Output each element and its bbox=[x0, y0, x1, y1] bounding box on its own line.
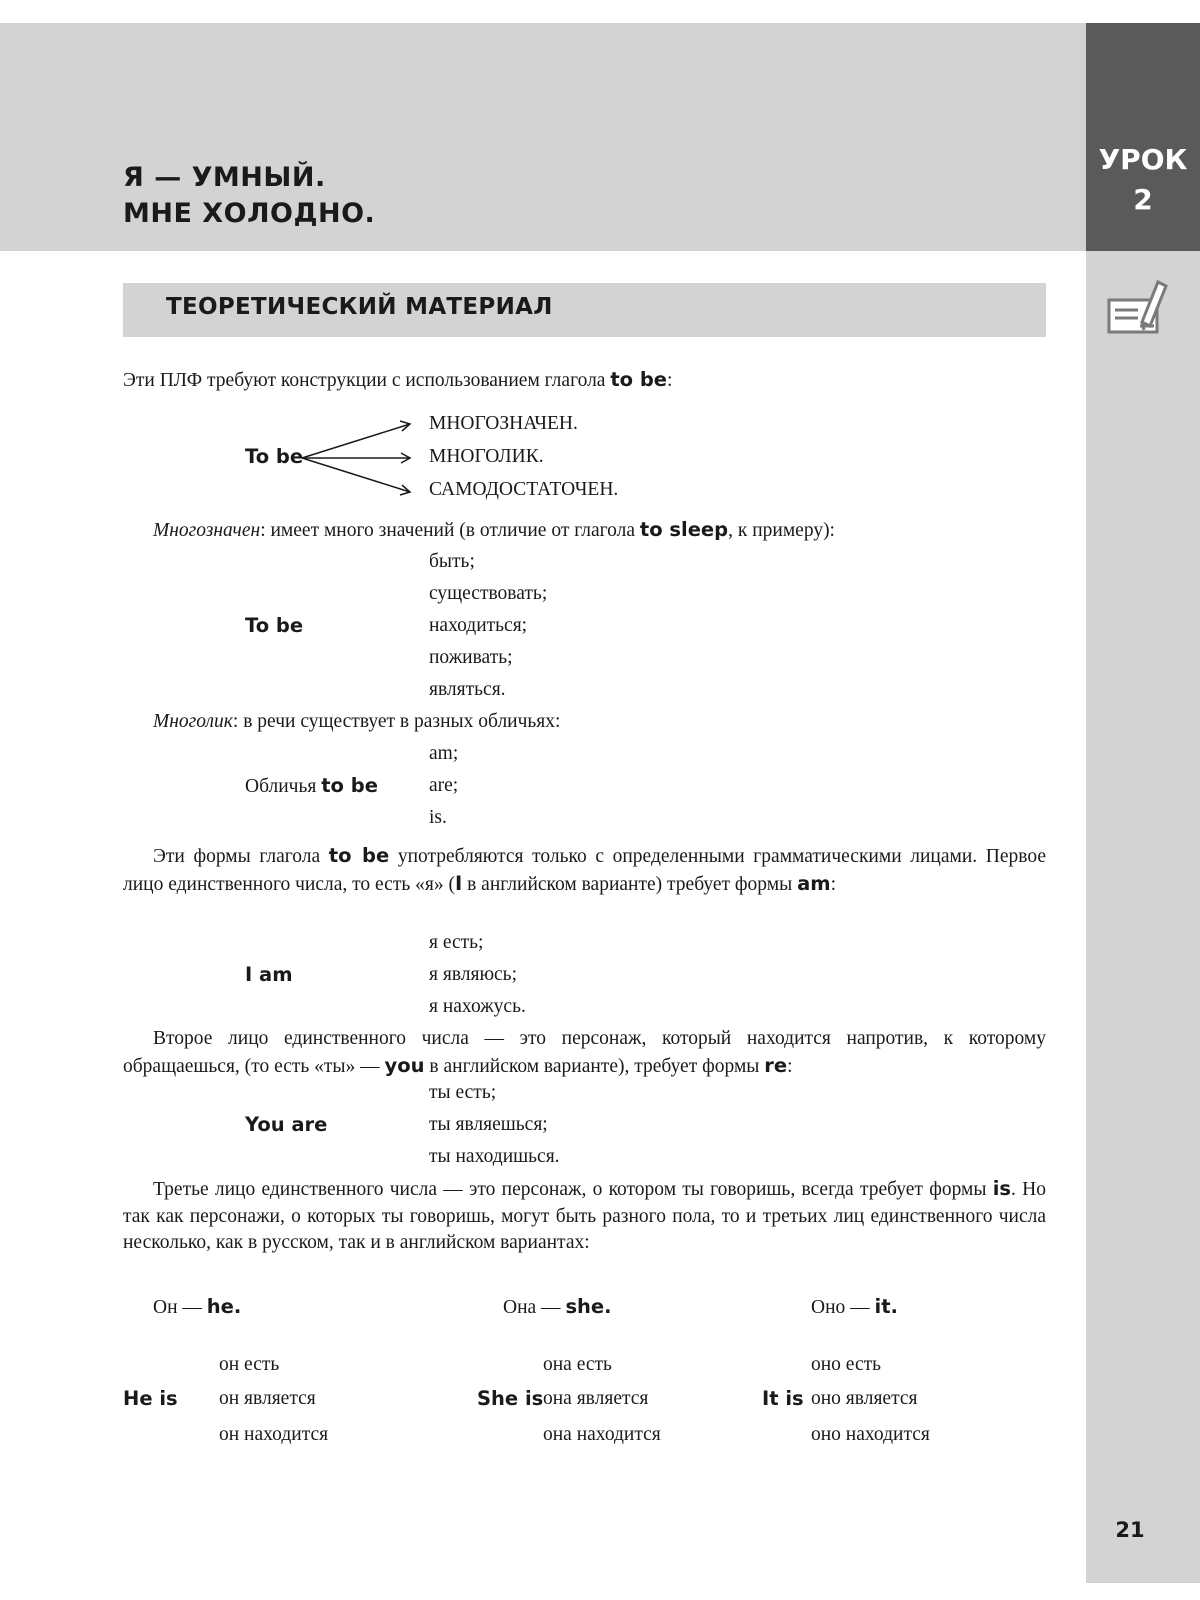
paragraph-faces: Многолик: в речи существует в разных обличьях: bbox=[153, 711, 561, 732]
it-item: оно является bbox=[811, 1388, 918, 1409]
scheme-item: быть; bbox=[429, 551, 475, 572]
title-line-2: МНЕ ХОЛОДНО. bbox=[123, 198, 376, 229]
she-item: она находится bbox=[543, 1424, 661, 1445]
lesson-label: УРОК bbox=[1098, 143, 1188, 176]
intro-line: Эти ПЛФ требуют конструкции с использованием глагола to be: bbox=[123, 368, 673, 391]
he-item: он есть bbox=[219, 1354, 280, 1375]
scheme-label: To be bbox=[245, 614, 304, 637]
lesson-number: 2 bbox=[1133, 183, 1153, 216]
scheme-item: находиться; bbox=[429, 615, 528, 636]
scheme-item: существовать; bbox=[429, 583, 548, 604]
paragraph-meaning: Многозначен: имеет много значений (в отличие от глагола to sleep, к примеру): bbox=[153, 518, 835, 541]
it-item: оно есть bbox=[811, 1354, 882, 1375]
paragraph-second-person: Второе лицо единственного числа — это персонаж, который находится напротив, к которому обращаешься, (то есть «ты» — you в английском варианте), требует формы re: bbox=[123, 1028, 1046, 1077]
scheme-label: Обличья to be bbox=[245, 774, 378, 797]
he-is-label: He is bbox=[123, 1387, 178, 1410]
scheme-label: I am bbox=[245, 963, 293, 986]
pencil-note-icon bbox=[1106, 276, 1170, 340]
scheme-item: are; bbox=[429, 775, 459, 796]
side-strip bbox=[1086, 251, 1200, 1583]
paragraph-third-person: Третье лицо единственного числа — это персонаж, о котором ты говоришь, всегда требует формы is. Но так как персонажи, о которых ты говоришь, могут быть разного пола, то и третьих лиц единственного числа несколько, как в русском, так и в английском вариантах: bbox=[123, 1177, 1046, 1253]
section-bar bbox=[123, 283, 1046, 337]
scheme-item: МНОГОЛИК. bbox=[429, 446, 544, 467]
scheme-item: МНОГОЗНАЧЕН. bbox=[429, 413, 578, 434]
scheme-item: я являюсь; bbox=[429, 964, 517, 985]
scheme-label: You are bbox=[245, 1113, 328, 1136]
scheme-item: am; bbox=[429, 743, 459, 764]
she-item: она является bbox=[543, 1388, 649, 1409]
scheme-item: is. bbox=[429, 807, 447, 828]
he-item: он находится bbox=[219, 1424, 329, 1445]
page-number: 21 bbox=[1115, 1518, 1145, 1542]
scheme-item: ты находишься. bbox=[429, 1146, 560, 1167]
arrow-fan-icon bbox=[300, 418, 420, 500]
scheme-item: являться. bbox=[429, 679, 506, 700]
lesson-block bbox=[1086, 23, 1200, 251]
scheme-item: ты есть; bbox=[429, 1082, 497, 1103]
it-is-label: It is bbox=[762, 1387, 804, 1410]
she-is-label: She is bbox=[477, 1387, 544, 1410]
he-item: он является bbox=[219, 1388, 316, 1409]
page-title bbox=[123, 160, 375, 232]
scheme-item: я есть; bbox=[429, 932, 484, 953]
gender-he: Он — he. bbox=[153, 1295, 242, 1318]
gender-she: Она — she. bbox=[503, 1295, 612, 1318]
scheme-item: я нахожусь. bbox=[429, 996, 526, 1017]
gender-it: Оно — it. bbox=[811, 1295, 898, 1318]
it-item: оно находится bbox=[811, 1424, 930, 1445]
section-title: ТЕОРЕТИЧЕСКИЙ МАТЕРИАЛ bbox=[166, 294, 553, 320]
scheme-item: ты являешься; bbox=[429, 1114, 548, 1135]
scheme-item: САМОДОСТАТОЧЕН. bbox=[429, 479, 619, 500]
she-item: она есть bbox=[543, 1354, 612, 1375]
scheme-label: To be bbox=[245, 445, 304, 468]
paragraph-forms: Эти формы глагола to be употребляются только с определенными грамматическими лицами. Первое лицо единственного числа, то есть «я» (I в английском варианте) требует формы am: bbox=[123, 844, 1046, 895]
title-line-1: Я — УМНЫЙ. bbox=[123, 162, 326, 193]
scheme-item: поживать; bbox=[429, 647, 513, 668]
